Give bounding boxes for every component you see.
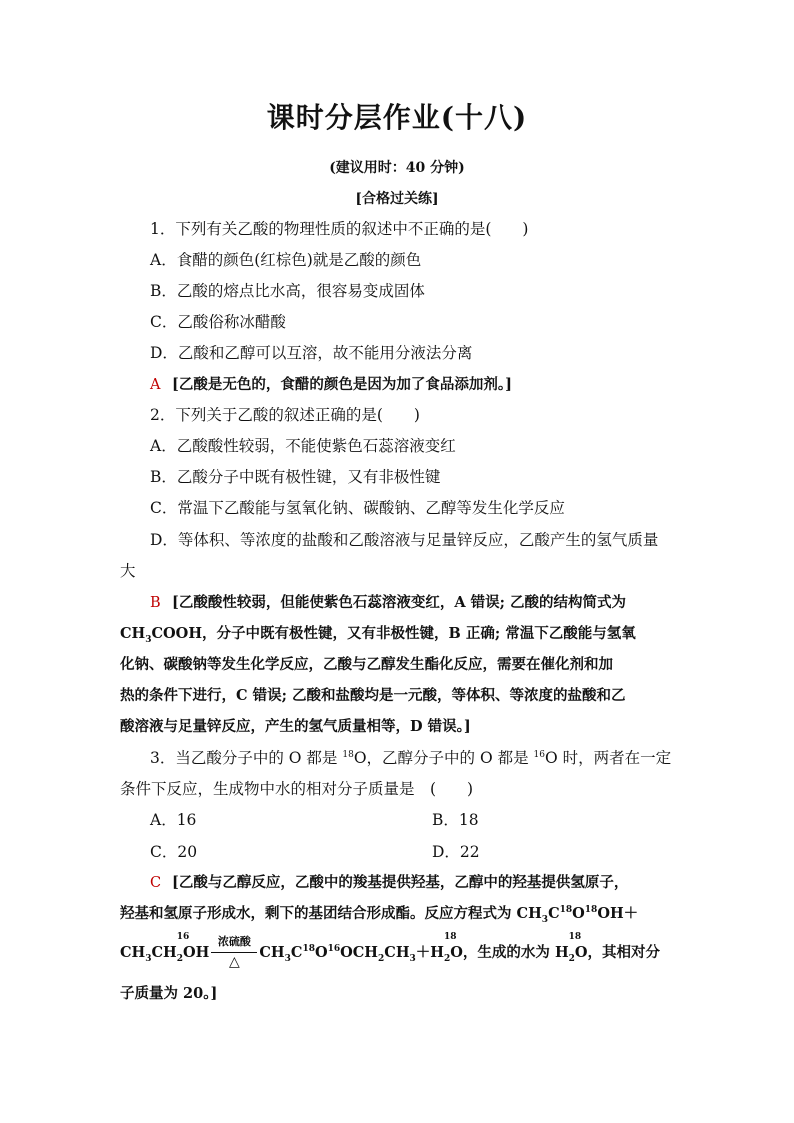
eq-plus-h: ＋H (415, 944, 444, 961)
q3-option-a: A．16 (150, 811, 197, 829)
q3-exp2-oh: OH＋ (597, 905, 639, 922)
q3-stem-line2: 条件下反应，生成物中水的相对分子质量是 ( ) (120, 780, 474, 798)
q3-explanation-line2 (120, 902, 638, 925)
eq-sup-18a: 18 (302, 944, 315, 955)
q3-equation-line (120, 932, 661, 970)
q1-option-a: A．食醋的颜色(红棕色)就是乙酸的颜色 (150, 251, 422, 269)
q3-exp2-o: O (572, 905, 585, 922)
q1-answer-letter: A (150, 377, 161, 393)
eq-sub-4: 2 (378, 953, 385, 964)
q3-stem-sup2: 16 (533, 749, 545, 760)
q3-stem-c: O 时，两者在一定 (544, 749, 672, 767)
eq-tail-text: O，其相对分 (574, 944, 661, 961)
time-note: (建议用时：40 分钟) (329, 160, 465, 176)
q2-exp-sub: 3 (145, 634, 152, 645)
eq-sub-3: 3 (284, 953, 291, 964)
q3-stem-a: 3．当乙酸分子中的 O 都是 (150, 749, 343, 767)
eq-sub-sup-stack (176, 932, 190, 964)
eq-sup-16: 16 (176, 932, 190, 942)
q2-option-d-line2: 大 (120, 562, 136, 580)
q2-option-b: B．乙酸分子中既有极性键，又有非极性键 (150, 468, 441, 486)
eq-sup-18b: 18 (444, 932, 457, 942)
q2-option-a: A．乙酸酸性较弱，不能使紫色石蕊溶液变红 (150, 437, 456, 455)
reaction-arrow (211, 935, 257, 970)
q3-answer-letter: C (150, 875, 162, 891)
q3-exp-text1: [乙酸与乙醇反应，乙酸中的羧基提供羟基，乙醇中的羟基提供氢原子， (172, 874, 629, 891)
q2-explanation-line2 (120, 622, 636, 645)
eq-ch-3: CH (259, 944, 285, 961)
eq-water-stack (444, 932, 457, 964)
q1-explanation-text: [乙酸是无色的，食醋的颜色是因为加了食品添加剂。] (172, 376, 512, 393)
q1-option-c: C．乙酸俗称冰醋酸 (150, 313, 286, 331)
reaction-catalyst: 浓硫酸 (217, 935, 251, 948)
page-title: 课时分层作业(十八) (266, 101, 528, 134)
q3-option-b: B．18 (432, 811, 479, 829)
eq-water-text: O，生成的水为 H (450, 944, 569, 961)
q3-stem-b: O，乙醇分子中的 O 都是 (353, 749, 534, 767)
q3-option-c: C．20 (150, 843, 198, 861)
eq-water-stack-2 (568, 932, 582, 964)
eq-sub-5: 3 (409, 953, 416, 964)
q1-option-b: B．乙酸的熔点比水高，很容易变成固体 (150, 282, 425, 300)
q2-stem: 2．下列关于乙酸的叙述正确的是( ) (150, 406, 420, 424)
q2-option-d-line1: D．等体积、等浓度的盐酸和乙酸溶液与足量锌反应，乙酸产生的氢气质量 (150, 531, 659, 549)
q2-option-c: C．常温下乙酸能与氢氧化钠、碳酸钠、乙醇等发生化学反应 (150, 499, 565, 517)
eq-ch-1: CH (120, 944, 146, 961)
q2-exp-text2: COOH，分子中既有极性键，又有非极性键，B 正确; 常温下乙酸能与氢氧 (151, 625, 636, 642)
eq-sup-18c: 18 (568, 932, 582, 942)
eq-sub-6: 2 (444, 953, 451, 964)
q2-explanation-line1 (150, 591, 626, 612)
eq-ch-4: CH (384, 944, 410, 961)
q1-stem: 1．下列有关乙酸的物理性质的叙述中不正确的是( ) (150, 220, 529, 238)
heat-icon: △ (228, 954, 240, 970)
eq-sub-2: 2 (176, 953, 184, 964)
q3-exp2-sup1: 18 (559, 905, 573, 916)
eq-sub-1: 3 (145, 953, 152, 964)
eq-o: O (314, 944, 328, 961)
q3-exp-text2: 羟基和氢原子形成水，剩下的基团结合形成酯。反应方程式为 CH (120, 905, 542, 922)
section-heading: [合格过关练] (355, 191, 439, 207)
eq-sub-7: 2 (568, 953, 575, 964)
eq-oh: OH (183, 944, 210, 961)
q3-stem-line1 (150, 746, 671, 768)
q3-stem-sup1: 18 (342, 749, 354, 760)
eq-ch-2: CH (151, 944, 177, 961)
q3-explanation-line4: 子质量为 20。] (120, 985, 218, 1002)
q3-explanation-line1 (150, 871, 628, 892)
q2-exp-text1: [乙酸酸性较弱，但能使紫色石蕊溶液变红，A 错误; 乙酸的结构简式为 (172, 594, 627, 611)
q3-exp2-sub: 3 (541, 914, 549, 925)
q2-explanation-line5: 酸溶液与足量锌反应，产生的氢气质量相等，D 错误。] (120, 718, 471, 735)
q2-answer-letter: B (150, 595, 161, 611)
q1-explanation (150, 373, 512, 394)
q3-exp2-sup2: 18 (584, 905, 598, 916)
eq-c: C (290, 944, 303, 961)
q2-explanation-line3: 化钠、碳酸钠等发生化学反应，乙酸与乙醇发生酯化反应，需要在催化剂和加 (120, 656, 613, 673)
q2-explanation-line4: 热的条件下进行，C 错误; 乙酸和盐酸均是一元酸，等体积、等浓度的盐酸和乙 (120, 687, 626, 704)
q3-option-d: D．22 (432, 843, 480, 861)
eq-och: OCH (340, 944, 379, 961)
q3-exp2-c: C (548, 905, 560, 922)
q1-option-d: D．乙酸和乙醇可以互溶，故不能用分液法分离 (150, 344, 473, 362)
q2-exp-ch: CH (120, 625, 146, 642)
eq-sup-16b: 16 (327, 944, 341, 955)
